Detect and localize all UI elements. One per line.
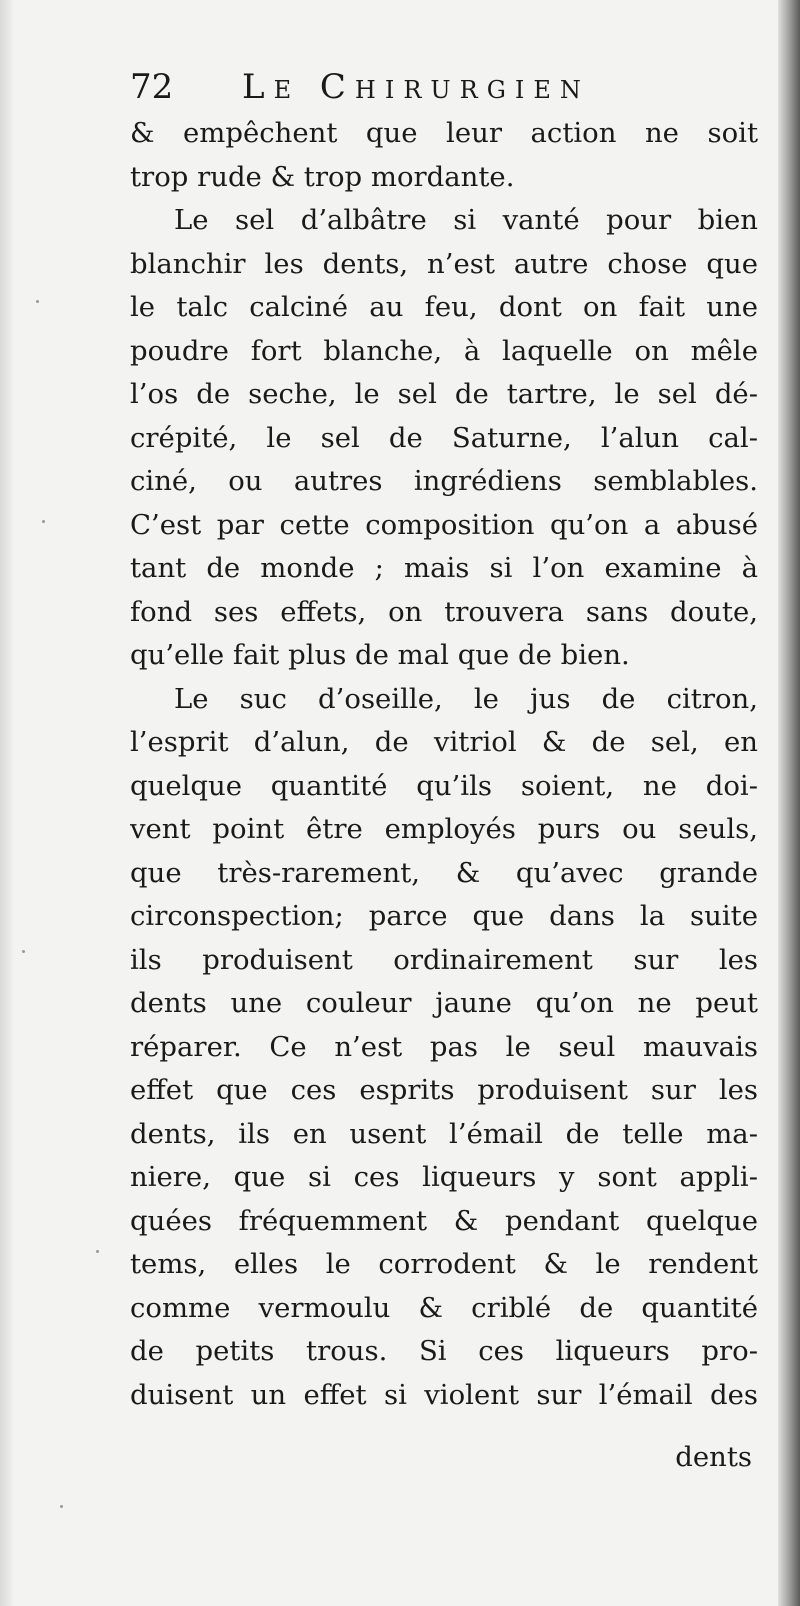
running-title: Le Chirurgien [242,67,590,107]
paper-speck [96,1250,99,1253]
paper-speck [60,1505,63,1508]
text-line: de petits trous. Si ces liqueurs pro- [130,1335,758,1367]
text-line: ils produisent ordinairement sur les [130,943,758,976]
page-binding-edge [778,0,800,1606]
text-line: niere, que si ces liqueurs y sont appli- [130,1161,758,1193]
text-line: Le sel d’albâtre si vanté pour bien [174,204,758,236]
paper-speck [42,520,45,523]
text-line: le talc calciné au feu, dont on fait une [130,291,758,323]
text-line: Le suc d’oseille, le jus de citron, [174,682,758,715]
body-text [130,112,758,1417]
text-line: blanchir les dents, n’est autre chose que [130,247,758,280]
text-line: quées fréquemment & pendant quelque [130,1204,758,1237]
text-line: duisent un effet si violent sur l’émail des [130,1378,758,1411]
text-line: réparer. Ce n’est pas le seul mauvais [130,1030,758,1063]
text-line: fond ses effets, on trouvera sans doute, [130,595,758,628]
text-line: effet que ces esprits produisent sur les [130,1074,758,1106]
text-line: ciné, ou autres ingrédiens semblables. [130,465,758,497]
catchword: dents [675,1441,752,1473]
text-line: quelque quantité qu’ils soient, ne doi- [130,769,758,802]
text-line: comme vermoulu & criblé de quantité [130,1291,758,1324]
text-line: dents, ils en usent l’émail de telle ma- [130,1117,758,1150]
text-line: l’os de seche, le sel de tartre, le sel dé- [130,378,758,410]
text-line: poudre fort blanche, à laquelle on mêle [130,334,758,367]
text-line: vent point être employés purs ou seuls, [130,813,758,845]
text-line: circonspection; parce que dans la suite [130,900,758,932]
text-line: l’esprit d’alun, de vitriol & de sel, en [130,726,758,758]
page-header [130,62,760,112]
text-line: & empêchent que leur action ne soit [130,117,758,149]
paper-speck [22,950,25,953]
page-number: 72 [130,67,174,107]
page-left-shadow [0,0,14,1606]
text-line: crépité, le sel de Saturne, l’alun cal- [130,421,758,454]
text-line: tems, elles le corrodent & le rendent [130,1248,758,1280]
text-line: tant de monde ; mais si l’on examine à [130,552,758,584]
text-line: trop rude & trop mordante. [130,160,515,193]
text-line: dents une couleur jaune qu’on ne peut [130,987,758,1019]
text-line: qu’elle fait plus de mal que de bien. [130,639,630,671]
text-line: que très-rarement, & qu’avec grande [130,856,758,889]
paper-speck [36,300,39,303]
text-line: C’est par cette composition qu’on a abusé [130,508,758,541]
